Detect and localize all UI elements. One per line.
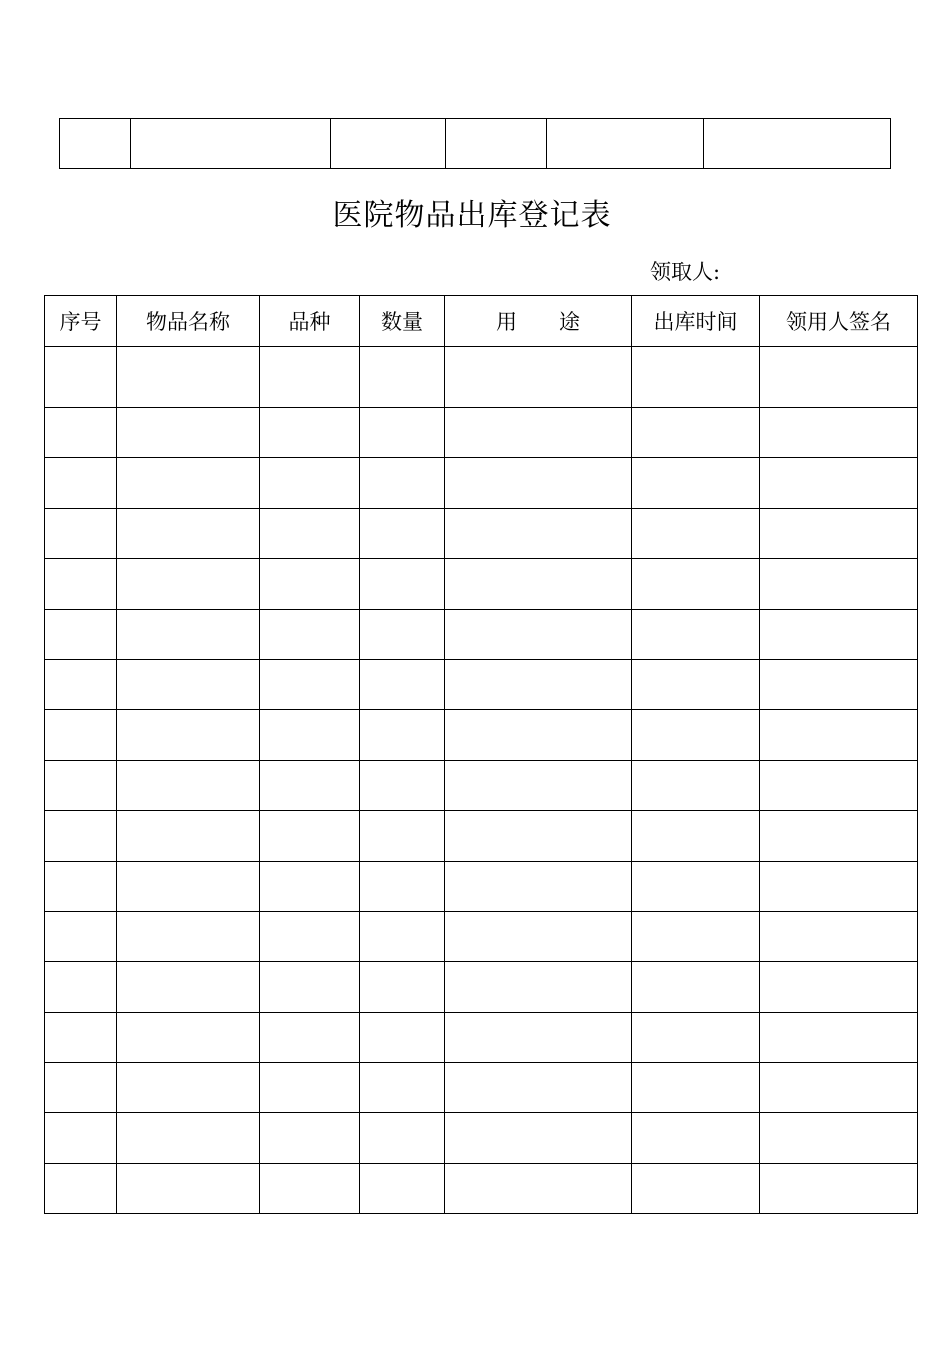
table-cell[interactable]	[445, 811, 632, 861]
table-cell[interactable]	[45, 962, 117, 1012]
table-cell[interactable]	[117, 1113, 260, 1163]
table-cell[interactable]	[632, 1012, 760, 1062]
table-cell[interactable]	[632, 659, 760, 709]
table-cell[interactable]	[760, 559, 918, 609]
header-strip-cell	[331, 119, 446, 169]
table-cell[interactable]	[260, 1113, 360, 1163]
table-cell[interactable]	[45, 861, 117, 911]
table-cell[interactable]	[117, 347, 260, 408]
table-cell[interactable]	[117, 962, 260, 1012]
table-cell[interactable]	[445, 962, 632, 1012]
table-cell[interactable]	[760, 710, 918, 760]
table-cell[interactable]	[760, 659, 918, 709]
table-cell[interactable]	[45, 811, 117, 861]
table-cell[interactable]	[45, 760, 117, 810]
table-cell[interactable]	[360, 1113, 445, 1163]
header-strip-cell	[60, 119, 131, 169]
table-cell[interactable]	[445, 710, 632, 760]
table-cell[interactable]	[260, 559, 360, 609]
table-cell[interactable]	[117, 811, 260, 861]
document-title-text: 医院物品出库登记表	[332, 198, 612, 233]
table-row	[45, 1012, 918, 1062]
table-cell[interactable]	[445, 911, 632, 961]
table-row	[45, 861, 918, 911]
table-cell[interactable]	[445, 559, 632, 609]
table-cell[interactable]	[117, 559, 260, 609]
table-row	[45, 1063, 918, 1113]
register-header-row	[45, 296, 918, 347]
header-strip-cell	[704, 119, 891, 169]
table-cell[interactable]	[45, 710, 117, 760]
table-cell[interactable]	[760, 347, 918, 408]
table-cell[interactable]	[760, 962, 918, 1012]
table-cell[interactable]	[632, 347, 760, 408]
table-cell[interactable]	[632, 1063, 760, 1113]
table-cell[interactable]	[445, 347, 632, 408]
table-cell[interactable]	[260, 508, 360, 558]
table-cell[interactable]	[445, 1063, 632, 1113]
table-cell[interactable]	[260, 861, 360, 911]
table-cell[interactable]	[760, 861, 918, 911]
table-cell[interactable]	[260, 760, 360, 810]
header-strip-cell	[446, 119, 547, 169]
table-row	[45, 559, 918, 609]
table-cell[interactable]	[45, 1012, 117, 1062]
header-strip-table	[59, 118, 891, 169]
header-strip-cell	[131, 119, 331, 169]
receiver-label: 领取人:	[650, 260, 721, 284]
table-cell[interactable]	[760, 1012, 918, 1062]
table-cell[interactable]	[360, 408, 445, 458]
table-cell[interactable]	[445, 508, 632, 558]
table-cell[interactable]	[117, 710, 260, 760]
table-cell[interactable]	[632, 710, 760, 760]
table-cell[interactable]	[632, 408, 760, 458]
table-cell[interactable]	[760, 458, 918, 508]
table-row	[45, 1113, 918, 1163]
table-cell[interactable]	[632, 911, 760, 961]
table-cell[interactable]	[117, 1012, 260, 1062]
table-cell[interactable]	[445, 861, 632, 911]
table-cell[interactable]	[632, 861, 760, 911]
table-cell[interactable]	[632, 1113, 760, 1163]
table-cell[interactable]	[117, 609, 260, 659]
table-cell[interactable]	[760, 408, 918, 458]
table-cell[interactable]	[260, 811, 360, 861]
table-cell[interactable]	[45, 911, 117, 961]
table-cell[interactable]	[445, 659, 632, 709]
table-cell[interactable]	[360, 347, 445, 408]
table-row	[45, 710, 918, 760]
table-cell[interactable]	[260, 609, 360, 659]
table-row	[45, 458, 918, 508]
table-cell[interactable]	[260, 911, 360, 961]
table-cell[interactable]	[445, 1163, 632, 1213]
table-cell[interactable]	[760, 1163, 918, 1213]
table-cell[interactable]	[445, 458, 632, 508]
column-header-variety: 品种	[260, 296, 360, 347]
column-header-quantity: 数量	[360, 296, 445, 347]
column-header-index: 序号	[45, 296, 117, 347]
table-cell[interactable]	[360, 962, 445, 1012]
table-cell[interactable]	[760, 1063, 918, 1113]
table-cell[interactable]	[360, 458, 445, 508]
table-cell[interactable]	[360, 559, 445, 609]
table-cell[interactable]	[360, 508, 445, 558]
table-cell[interactable]	[260, 1063, 360, 1113]
table-cell[interactable]	[117, 408, 260, 458]
table-cell[interactable]	[760, 811, 918, 861]
table-row	[45, 508, 918, 558]
table-cell[interactable]	[760, 609, 918, 659]
header-strip-row	[60, 119, 891, 169]
table-cell[interactable]	[445, 609, 632, 659]
table-row	[45, 347, 918, 408]
table-cell[interactable]	[632, 609, 760, 659]
table-cell[interactable]	[632, 962, 760, 1012]
column-header-outbound-time: 出库时间	[632, 296, 760, 347]
table-cell[interactable]	[45, 408, 117, 458]
table-cell[interactable]	[260, 710, 360, 760]
table-cell[interactable]	[117, 911, 260, 961]
column-header-purpose: 用 途	[445, 296, 632, 347]
table-cell[interactable]	[117, 508, 260, 558]
table-cell[interactable]	[117, 659, 260, 709]
table-cell[interactable]	[760, 760, 918, 810]
table-cell[interactable]	[45, 1113, 117, 1163]
register-body	[45, 347, 918, 1214]
table-cell[interactable]	[632, 760, 760, 810]
document-title	[0, 190, 950, 234]
table-row	[45, 760, 918, 810]
table-cell[interactable]	[117, 861, 260, 911]
table-cell[interactable]	[45, 559, 117, 609]
column-header-item-name: 物品名称	[117, 296, 260, 347]
table-cell[interactable]	[632, 1163, 760, 1213]
register-table	[44, 295, 918, 1214]
table-row	[45, 911, 918, 961]
table-cell[interactable]	[260, 659, 360, 709]
table-cell[interactable]	[45, 1163, 117, 1213]
table-cell[interactable]	[445, 1012, 632, 1062]
column-header-recipient-signature: 领用人签名	[760, 296, 918, 347]
table-cell[interactable]	[117, 1063, 260, 1113]
table-cell[interactable]	[632, 458, 760, 508]
table-cell[interactable]	[360, 1012, 445, 1062]
table-cell[interactable]	[45, 458, 117, 508]
table-cell[interactable]	[45, 347, 117, 408]
table-cell[interactable]	[360, 911, 445, 961]
table-cell[interactable]	[117, 458, 260, 508]
table-cell[interactable]	[760, 508, 918, 558]
table-cell[interactable]	[45, 1063, 117, 1113]
table-cell[interactable]	[260, 408, 360, 458]
table-cell[interactable]	[117, 760, 260, 810]
table-cell[interactable]	[445, 760, 632, 810]
table-row	[45, 811, 918, 861]
table-cell[interactable]	[632, 559, 760, 609]
table-cell[interactable]	[360, 659, 445, 709]
table-row	[45, 962, 918, 1012]
table-cell[interactable]	[360, 710, 445, 760]
table-cell[interactable]	[117, 1163, 260, 1213]
table-cell[interactable]	[760, 1113, 918, 1163]
table-cell[interactable]	[360, 1063, 445, 1113]
table-row	[45, 659, 918, 709]
table-cell[interactable]	[360, 609, 445, 659]
table-cell[interactable]	[260, 1163, 360, 1213]
table-row	[45, 609, 918, 659]
table-cell[interactable]	[45, 609, 117, 659]
table-cell[interactable]	[632, 811, 760, 861]
table-cell[interactable]	[260, 458, 360, 508]
table-cell[interactable]	[360, 760, 445, 810]
table-cell[interactable]	[360, 1163, 445, 1213]
table-cell[interactable]	[632, 508, 760, 558]
table-row	[45, 1163, 918, 1213]
table-cell[interactable]	[260, 962, 360, 1012]
table-cell[interactable]	[45, 508, 117, 558]
table-cell[interactable]	[760, 911, 918, 961]
table-cell[interactable]	[360, 811, 445, 861]
header-strip-cell	[547, 119, 704, 169]
table-cell[interactable]	[260, 347, 360, 408]
table-cell[interactable]	[445, 408, 632, 458]
table-cell[interactable]	[45, 659, 117, 709]
table-cell[interactable]	[445, 1113, 632, 1163]
table-cell[interactable]	[260, 1012, 360, 1062]
table-cell[interactable]	[360, 861, 445, 911]
table-row	[45, 408, 918, 458]
